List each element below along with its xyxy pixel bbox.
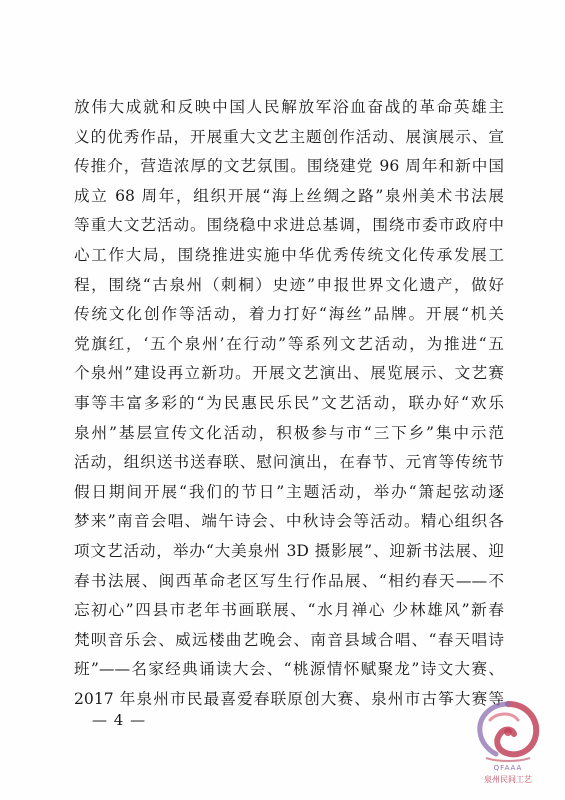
text-line: 项文艺活动，举办“大美泉州 3D 摄影展”、迎新书法展、迎 [74, 541, 504, 560]
text-line: 忘初心”四县市老年书画联展、“水月禅心 少林雄风”新春 [74, 601, 504, 620]
text-line: 事等丰富多彩的“为民惠民乐民”文艺活动，联办好“欢乐 [74, 393, 504, 412]
seal-chinese-text: 泉州民间工艺 [484, 775, 532, 784]
body-text [74, 93, 504, 714]
seal-latin-text: QFAAA [493, 764, 523, 772]
seal-swirl-icon [480, 704, 536, 761]
text-line: 活动，组织送书送春联、慰问演出，在春节、元宵等传统节 [74, 453, 504, 472]
text-line: 班”——名家经典诵读大会、“桃源情怀赋聚龙”诗文大赛、 [74, 660, 504, 679]
text-line: 传推介，营造浓厚的文艺氛围。围绕建党 96 周年和新中国 [74, 157, 504, 176]
text-line: 泉州”基层宣传文化活动，积极参与市“三下乡”集中示范 [74, 423, 504, 442]
text-line: 梦来”南音会唱、端午诗会、中秋诗会等活动。精心组织各 [74, 512, 504, 531]
text-line: 义的优秀作品，开展重大文艺主题创作活动、展演展示、宣 [74, 127, 504, 146]
text-line: 2017 年泉州市民最喜爱春联原创大赛、泉州市古筝大赛等 [74, 689, 504, 708]
text-line: 个泉州”建设再立新功。开展文艺演出、展览展示、文艺赛 [74, 364, 504, 383]
text-line: 成立 68 周年，组织开展“海上丝绸之路”泉州美术书法展 [74, 186, 504, 205]
text-line: 传统文化创作等活动，着力打好“海丝”品牌。开展“机关 [74, 305, 504, 324]
text-line: 心工作大局，围绕推进实施中华优秀传统文化传承发展工 [74, 245, 504, 264]
text-line: 放伟大成就和反映中国人民解放军浴血奋战的革命英雄主 [74, 98, 504, 116]
text-line: 假日期间开展“我们的节日”主题活动，举办“箫起弦动逐 [74, 482, 504, 501]
page-number: — 4 — [92, 711, 147, 729]
text-line: 党旗红，‘五个泉州’在行动”等系列文艺活动，为推进“五 [74, 334, 504, 353]
text-line: 梵呗音乐会、威远楼曲艺晚会、南音县域合唱、“春天唱诗 [74, 630, 504, 649]
text-line: 春书法展、闽西革命老区写生行作品展、“相约春天——不 [74, 571, 504, 590]
text-line: 程，围绕“古泉州（刺桐）史迹”申报世界文化遗产，做好 [74, 275, 504, 294]
qfaaa-seal-logo [468, 698, 548, 788]
text-line: 等重大文艺活动。围绕稳中求进总基调，围绕市委市政府中 [74, 216, 504, 235]
